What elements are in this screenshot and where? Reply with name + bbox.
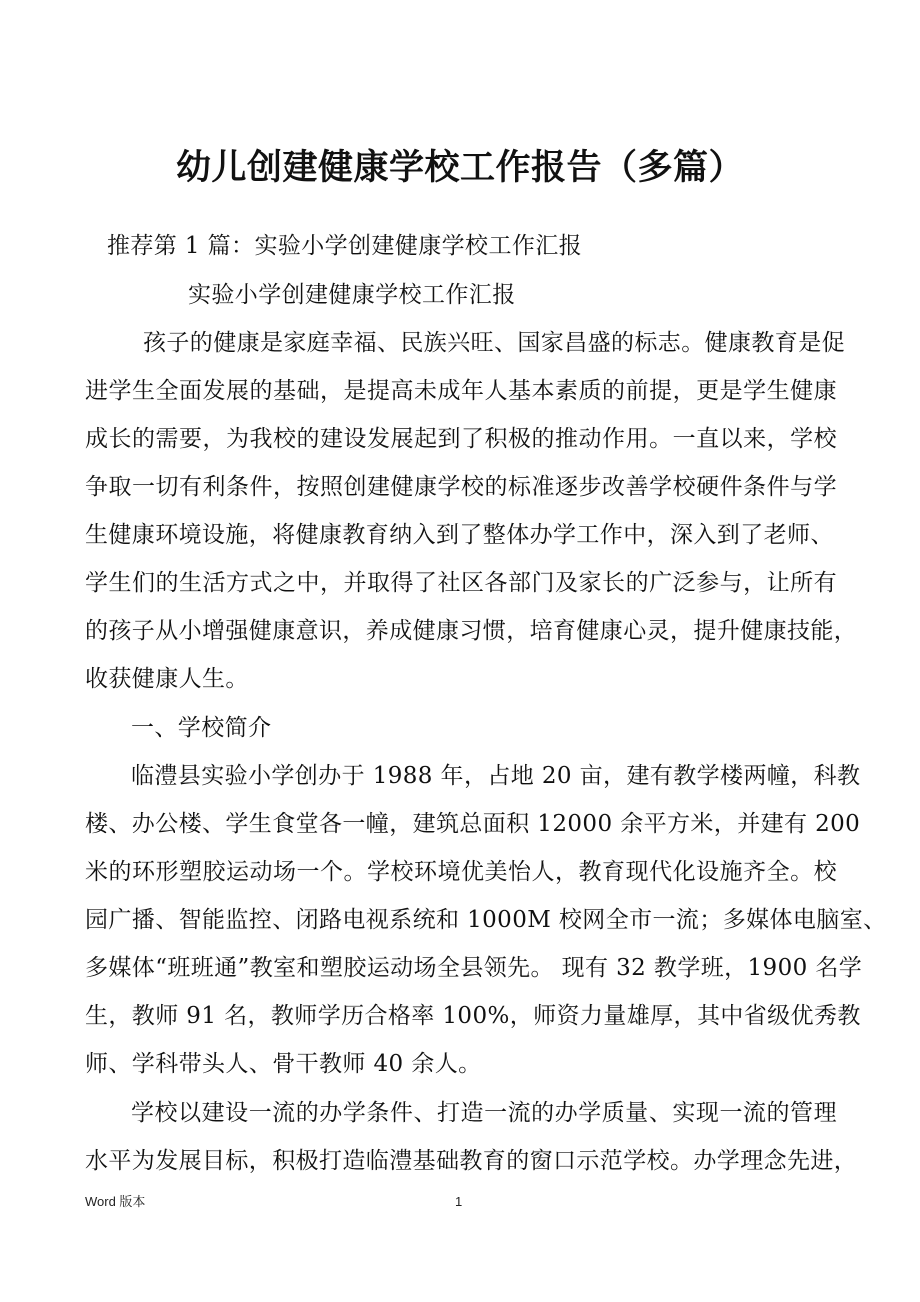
section-heading: 一、学校简介 <box>131 715 272 741</box>
text-line: 的孩子从小增强健康意识，养成健康习惯，培育健康心灵，提升健康技能， <box>85 618 858 644</box>
text-line: 学校以建设一流的办学条件、打造一流的办学质量、实现一流的管理 <box>131 1100 837 1126</box>
text-line: 师、学科带头人、骨干教师 40 余人。 <box>85 1051 482 1077</box>
document-title: 幼儿创建健康学校工作报告（多篇） <box>175 147 744 188</box>
text-line: 学生们的生活方式之中，并取得了社区各部门及家长的广泛参与，让所有 <box>85 570 837 596</box>
text-line: 进学生全面发展的基础，是提高未成年人基本素质的前提，更是学生健康 <box>85 378 837 404</box>
text-line: 水平为发展目标，积极打造临澧基础教育的窗口示范学校。办学理念先进， <box>85 1148 858 1174</box>
text-line: 生健康环境设施，将健康教育纳入到了整体办学工作中，深入到了老师、 <box>85 522 834 548</box>
text-line: 孩子的健康是家庭幸福、民族兴旺、国家昌盛的标志。健康教育是促 <box>143 330 845 356</box>
text-line: 米的环形塑胶运动场一个。学校环境优美怡人，教育现代化设施齐全。校 <box>85 859 837 885</box>
article-subtitle: 实验小学创建健康学校工作汇报 <box>188 282 516 308</box>
text-line: 成长的需要，为我校的建设发展起到了积极的推动作用。一直以来，学校 <box>85 426 837 452</box>
text-line: 园广播、智能监控、闭路电视系统和 1000M 校网全市一流；多媒体电脑室、 <box>85 907 887 933</box>
page-number: 1 <box>455 1194 463 1209</box>
text-line: 楼、办公楼、学生食堂各一幢，建筑总面积 12000 余平方米，并建有 200 <box>85 811 861 837</box>
text-line: 争取一切有利条件，按照创建健康学校的标准逐步改善学校硬件条件与学 <box>85 474 837 500</box>
footer-label: Word 版本 <box>85 1194 146 1209</box>
text-line: 临澧县实验小学创办于 1988 年，占地 20 亩，建有教学楼两幢，科教 <box>131 763 861 789</box>
text-line: 收获健康人生。 <box>85 666 249 692</box>
text-line: 生，教师 91 名，教师学历合格率 100%，师资力量雄厚，其中省级优秀教 <box>85 1003 861 1029</box>
text-line: 多媒体“班班通”教室和塑胶运动场全县领先。 现有 32 教学班，1900 名学 <box>85 955 863 981</box>
recommend-heading: 推荐第 1 篇：实验小学创建健康学校工作汇报 <box>107 233 583 259</box>
